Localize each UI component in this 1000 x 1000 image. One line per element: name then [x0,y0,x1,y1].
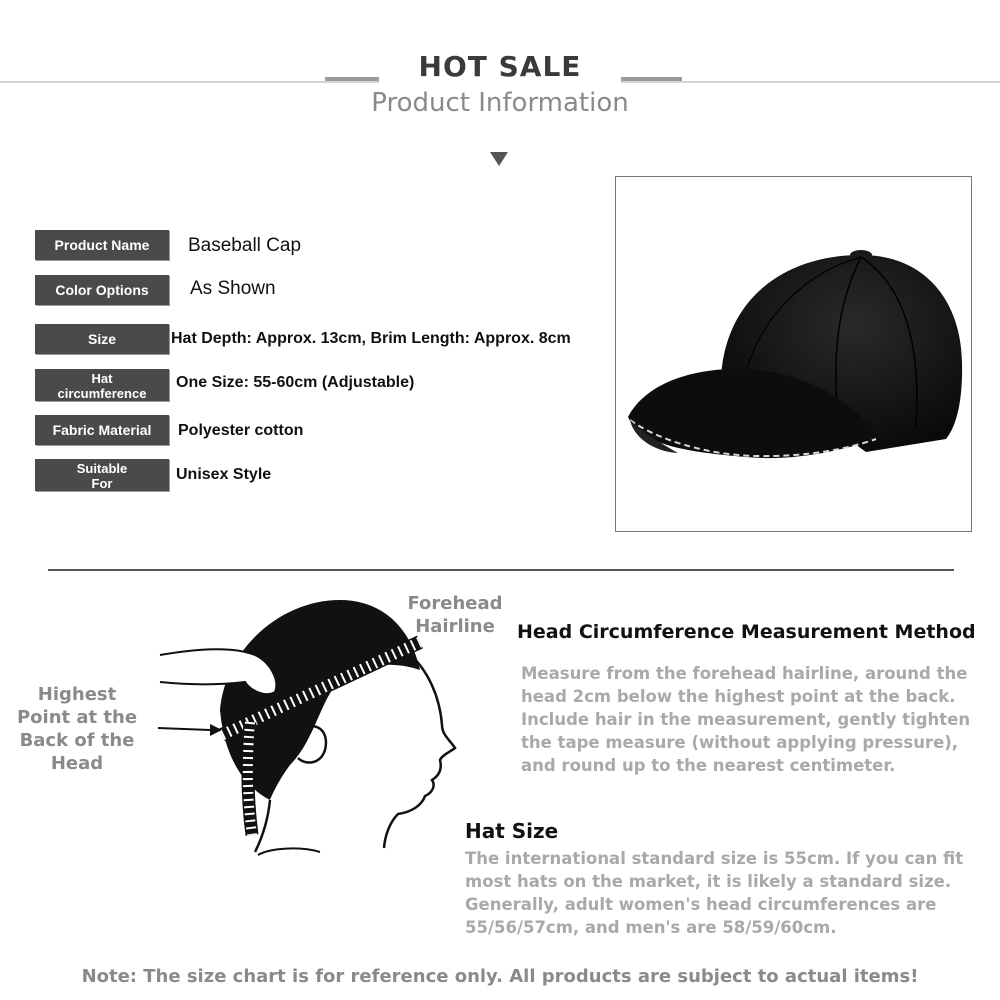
arrow-down-icon [490,152,508,166]
para-line: and round up to the nearest centimeter. [521,756,896,775]
spec-value-hat-circumference: One Size: 55-60cm (Adjustable) [176,374,415,391]
spec-value-fabric-material: Polyester cotton [178,422,304,439]
spec-label-suitable-for [35,459,169,491]
page-title: HOT SALE [379,50,622,83]
para-line: Generally, adult women's head circumferences are [465,895,937,914]
para-line: the tape measure (without applying pressure), [521,733,959,752]
label-line: Forehead [407,593,503,614]
pointer-line [158,728,210,730]
hand [160,649,276,694]
disclaimer-note: Note: The size chart is for reference only. All products are subject to actual items! [81,966,919,987]
hat-size-heading: Hat Size [465,819,559,843]
spec-value-size: Hat Depth: Approx. 13cm, Brim Length: Approx. 8cm [171,330,571,347]
spec-label-line2: circumference [57,386,147,401]
header-title-wrap [0,50,1000,83]
para-line: Include hair in the measurement, gently tighten [521,710,971,729]
spec-value-product-name: Baseball Cap [188,235,302,256]
face-profile [384,650,455,848]
para-line: 55/56/57cm, and men's are 58/59/60cm. [465,918,837,937]
label-line: Back of the [19,730,135,751]
label-line: Hairline [415,616,495,637]
pointer-arrow-icon [210,724,222,736]
spec-label-product-name: Product Name [35,230,169,260]
spec-label-color-options: Color Options [35,275,169,305]
para-line: Measure from the forehead hairline, around the [521,664,968,683]
spec-label-line1: Suitable [76,461,128,476]
spec-label-size: Size [35,324,169,354]
spec-value-color-options: As Shown [190,278,276,299]
measurement-heading: Head Circumference Measurement Method [517,621,976,643]
forehead-hairline-label [400,592,510,638]
highest-point-label [14,683,140,775]
para-line: most hats on the market, it is likely a standard size. [465,872,952,891]
measurement-paragraph [521,662,991,777]
spec-label-fabric-material: Fabric Material [35,415,169,445]
para-line: The international standard size is 55cm. If you can fit [465,849,964,868]
spec-label-line2: For [91,476,113,491]
product-photo [615,176,972,532]
hat-size-paragraph [465,847,990,939]
shoulder-outline [258,848,320,855]
spec-label-line1: Hat [91,371,113,386]
section-divider [48,569,954,571]
label-line: Point at the [16,707,138,728]
label-line: Highest [37,684,117,705]
spec-label-hat-circumference [35,369,169,401]
page-subtitle: Product Information [371,88,629,118]
baseball-cap-illustration [616,177,970,530]
para-line: head 2cm below the highest point at the back. [521,687,956,706]
spec-value-suitable-for: Unisex Style [176,466,272,483]
label-line: Head [50,753,104,774]
